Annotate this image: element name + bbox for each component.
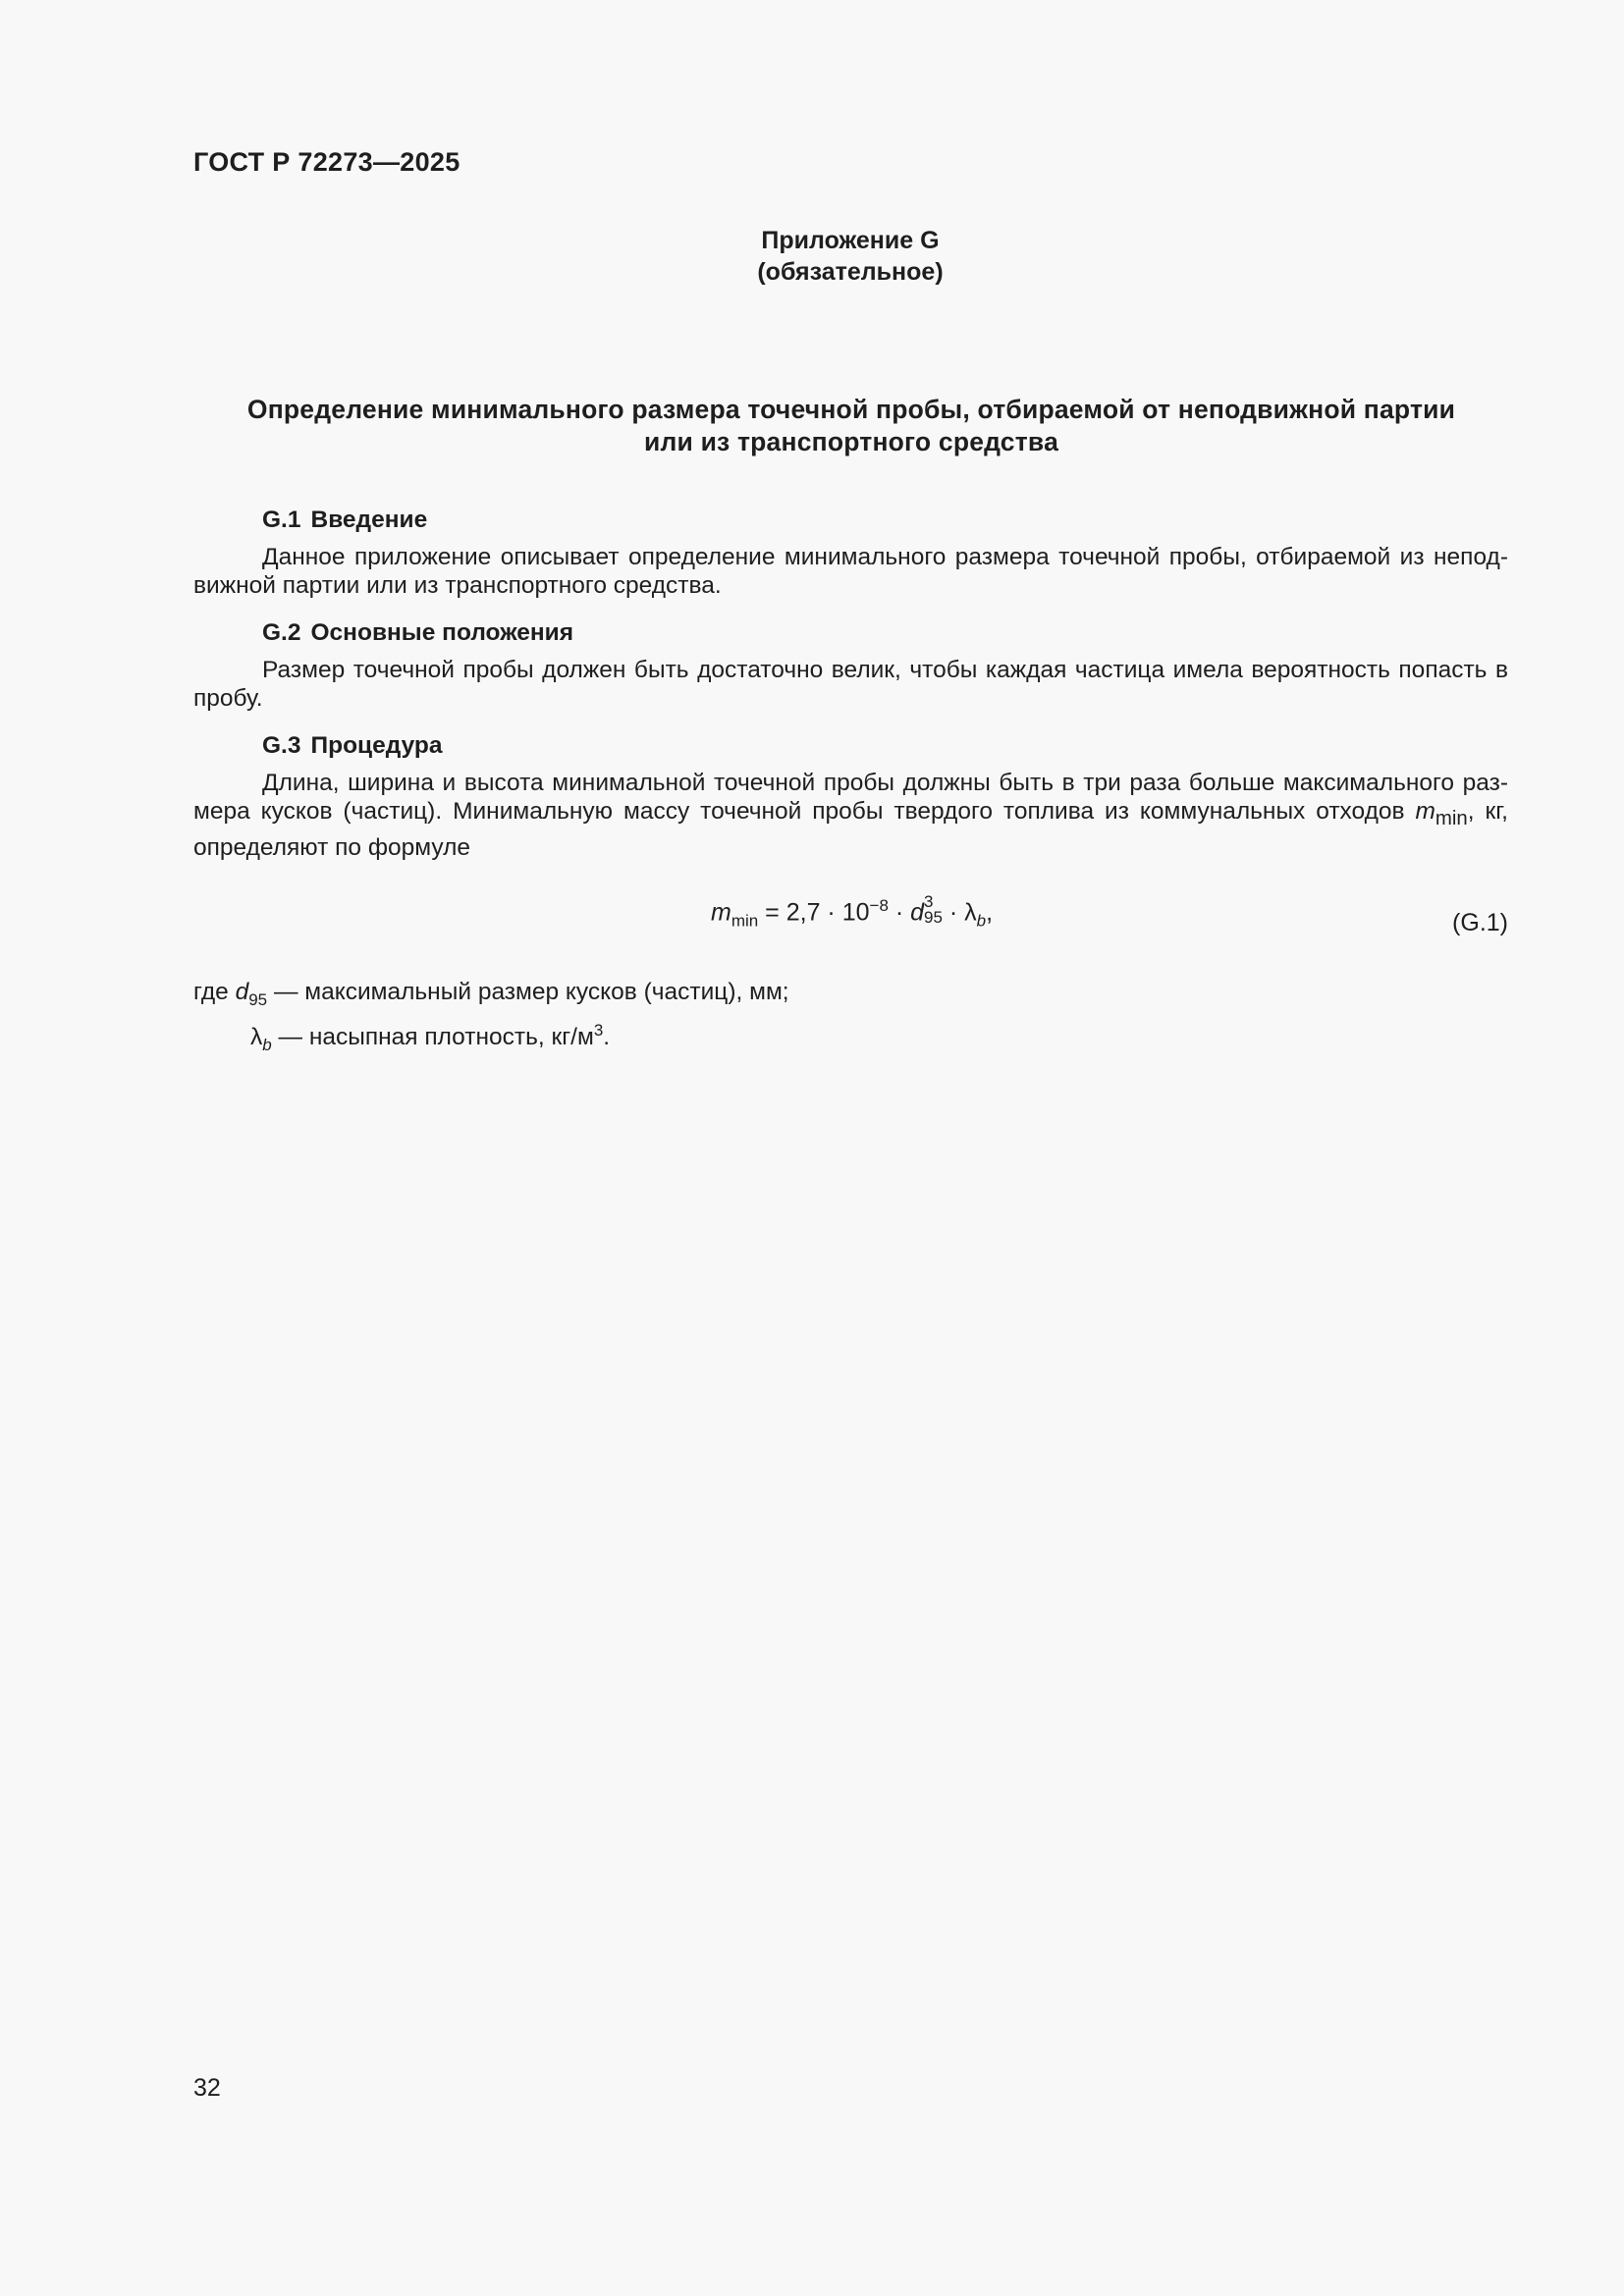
section-heading [193, 618, 1508, 648]
section-paragraph: Длина, ширина и высота минимальной точечной пробы должны быть в три раза больше максимального размера кусков (частиц). Минимальную массу точечной пробы твердого топлива из коммунальных отходов $m_{min}$, кг, определяют по формуле [193, 769, 1508, 862]
section-paragraph: Размер точечной пробы должен быть достаточно велик, чтобы каждая частица имела вероятность попасть в пробу. [193, 656, 1508, 712]
appendix-title-line-2: или из транспортного средства [643, 427, 1059, 456]
section-g2 [193, 618, 1508, 714]
section-g3 [193, 731, 1508, 863]
section-number: G.2 [262, 619, 301, 646]
formula-row [193, 891, 1508, 936]
legend-lambda: $\lambda_b$ — насыпная плотность, $кг/м^3$. [250, 1020, 611, 1054]
formula-number: (G.1) [1452, 909, 1508, 936]
section-number: G.1 [262, 507, 301, 533]
document-code: ГОСТ Р 72273—2025 [193, 147, 460, 177]
formula-legend [193, 977, 789, 1060]
appendix-title-line-1: Определение минимального размера точечной пробы, отбираемой от неподвижной партии [246, 395, 1456, 424]
appendix-header [687, 225, 1013, 288]
section-heading-text: Введение [310, 507, 428, 533]
appendix-title [193, 394, 1509, 458]
section-number: G.3 [262, 732, 301, 759]
variable-m: m [1415, 798, 1435, 825]
section-paragraph: Данное приложение описывает определение минимального размера точечной пробы, отбираемой из неподвижной партии или из транспортного средства. [193, 543, 1508, 599]
section-heading [193, 506, 1508, 535]
page-number: 32 [193, 2074, 221, 2102]
section-g1 [193, 506, 1508, 601]
section-heading-text: Основные положения [310, 619, 574, 646]
appendix-status: (обязательное) [757, 258, 944, 286]
appendix-label: Приложение G [761, 227, 940, 254]
formula-g1: $m_{min} = 2,7 \cdot 10^{-8} \cdot d$ 3 95 · $\lambda_b$, [711, 891, 994, 931]
section-heading-text: Процедура [310, 732, 443, 759]
section-heading [193, 731, 1508, 761]
legend-d95: где $d_{95}$ — максимальный размер кусков (частиц), мм; [193, 979, 789, 1009]
